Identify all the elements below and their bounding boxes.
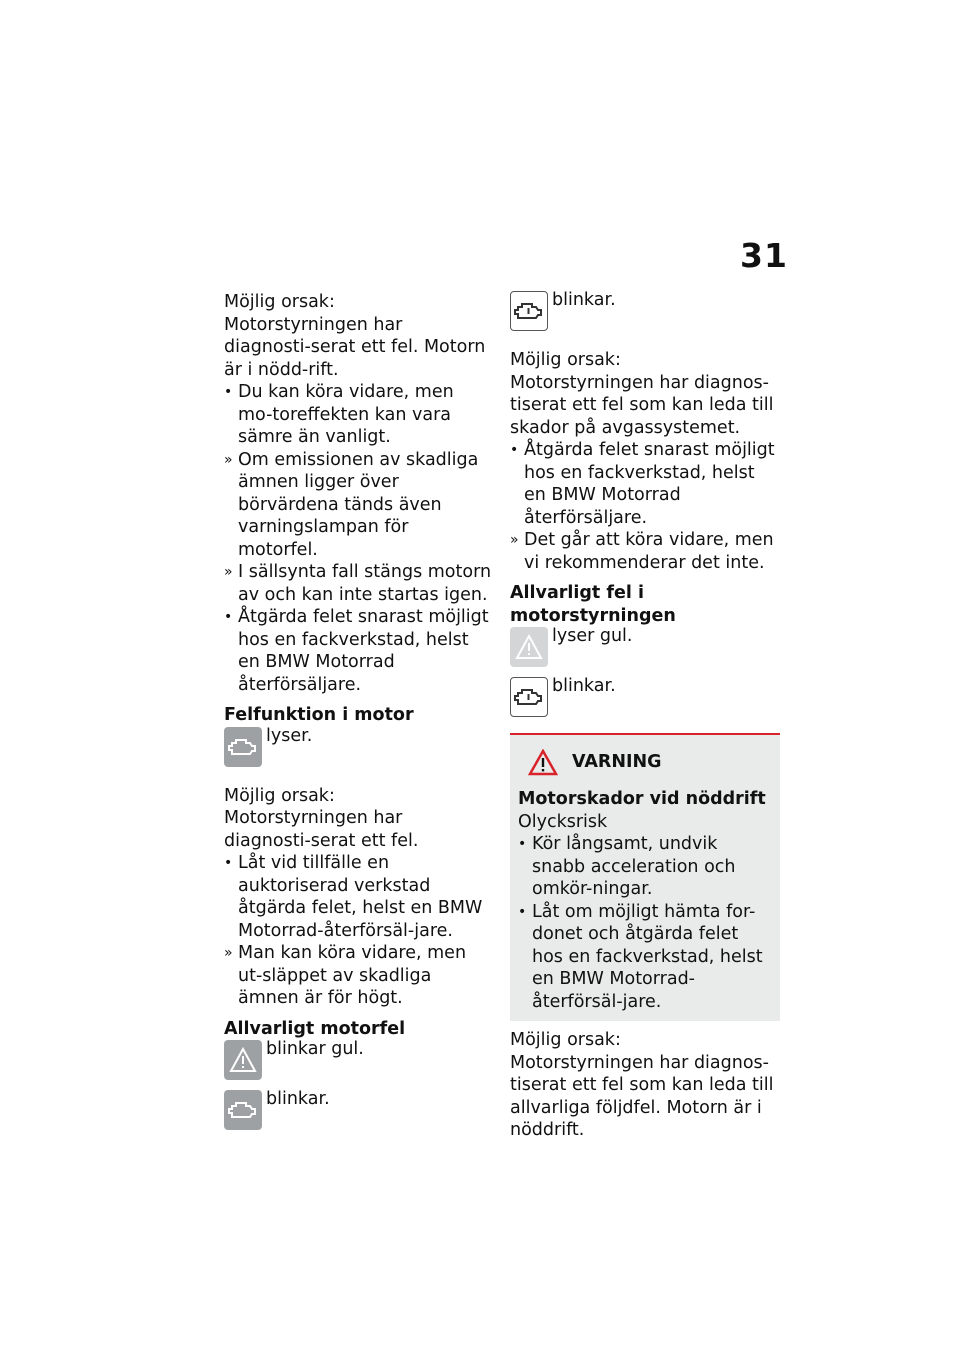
bullet-mark: •	[224, 855, 233, 871]
left-list-2	[224, 852, 492, 1010]
lamp-row	[510, 627, 780, 677]
list-item-text: Kör långsamt, undvik snabb acceleration och omkör-ningar.	[532, 834, 736, 899]
engine-lamp-icon	[224, 1090, 262, 1130]
lamp-state: lyser.	[266, 725, 313, 746]
result-mark: »	[224, 564, 233, 580]
list-item	[224, 942, 492, 1010]
list-item	[518, 833, 772, 901]
bullet-mark: •	[518, 903, 527, 920]
lamp-state: blinkar gul.	[266, 1039, 364, 1059]
lamp-row	[510, 677, 780, 727]
left-column	[224, 291, 492, 1140]
result-mark: »	[224, 451, 233, 468]
list-item	[510, 439, 780, 529]
list-item-text: Låt vid tillfälle en auktoriserad verkstad åtgärda felet, helst en BMW Motorrad-återförsäl-jare.	[238, 853, 483, 941]
list-item	[224, 852, 492, 942]
list-item	[518, 901, 772, 1014]
cause-text: Motorstyrningen har diagnosti-serat ett fel. Motorn är i nödd-rift.	[224, 314, 486, 380]
lamp-state: blinkar.	[552, 290, 616, 310]
warning-list	[518, 833, 772, 1013]
cause-text: Motorstyrningen har diagnos-tiserat ett fel som kan leda till allvarliga följdfel. Motorn är i nöddrift.	[510, 1052, 774, 1140]
lamp-row	[224, 1040, 492, 1090]
list-item	[224, 606, 492, 696]
list-item	[224, 381, 492, 449]
warning-triangle-icon	[510, 627, 548, 667]
warning-subtitle: Motorskador vid nöddrift	[518, 789, 766, 809]
engine-lamp-icon	[510, 677, 548, 717]
warning-triangle-icon	[528, 749, 558, 776]
list-item-text: I sällsynta fall stängs motorn av och kan inte startas igen.	[238, 562, 492, 605]
warning-box	[510, 733, 780, 1021]
result-mark: »	[224, 945, 233, 961]
lamp-state: blinkar.	[552, 676, 616, 696]
engine-lamp-icon	[510, 291, 548, 331]
cause-label: Möjlig orsak:	[510, 1030, 621, 1050]
bullet-mark: •	[224, 384, 233, 400]
cause-label: Möjlig orsak:	[510, 350, 621, 370]
right-column	[510, 291, 780, 1142]
list-item	[510, 529, 780, 574]
section-heading: Felfunktion i motor	[224, 705, 414, 725]
cause-text: Motorstyrningen har diagnos-tiserat ett fel som kan leda till skador på avgassystemet.	[510, 372, 774, 438]
right-list-1	[510, 439, 780, 574]
bullet-mark: •	[224, 609, 233, 625]
lamp-row	[224, 1090, 492, 1140]
cause-text: Motorstyrningen har diagnosti-serat ett fel.	[224, 808, 419, 851]
warning-risk: Olycksrisk	[518, 811, 608, 832]
warning-triangle-icon	[224, 1040, 262, 1080]
bullet-mark: •	[518, 836, 527, 852]
list-item-text: Du kan köra vidare, men mo-toreffekten kan vara sämre än vanligt.	[238, 382, 454, 447]
list-item-text: Åtgärda felet snarast möjligt hos en fackverkstad, helst en BMW Motorrad återförsäljare.	[238, 607, 489, 695]
result-mark: »	[510, 532, 519, 548]
lamp-row	[224, 727, 492, 777]
list-item-text: Låt om möjligt hämta for-donet och åtgärda felet hos en fackverkstad, helst en BMW Motorrad-återförsäl-jare.	[532, 901, 763, 1012]
page-number: 31	[740, 236, 788, 275]
lamp-state: blinkar.	[266, 1089, 330, 1109]
cause-label: Möjlig orsak:	[224, 785, 335, 806]
list-item-text: Åtgärda felet snarast möjligt hos en fackverkstad, helst en BMW Motorrad återförsäljare.	[524, 440, 775, 528]
list-item	[224, 561, 492, 606]
engine-lamp-icon	[224, 727, 262, 767]
lamp-state: lyser gul.	[552, 626, 633, 646]
cause-label: Möjlig orsak:	[224, 292, 335, 312]
warning-title: VARNING	[572, 752, 662, 773]
bullet-mark: •	[510, 442, 519, 458]
left-list-1	[224, 381, 492, 696]
list-item-text: Det går att köra vidare, men vi rekommenderar det inte.	[524, 530, 774, 573]
list-item-text: Man kan köra vidare, men ut-släppet av skadliga ämnen är för högt.	[238, 943, 467, 1008]
warning-header	[518, 749, 772, 776]
list-item-text: Om emissionen av skadliga ämnen ligger över börvärdena tänds även varningslampan för motorfel.	[238, 449, 479, 560]
list-item	[224, 449, 492, 562]
section-heading: Allvarligt fel i motorstyrningen	[510, 583, 676, 626]
lamp-row	[510, 291, 780, 341]
section-heading: Allvarligt motorfel	[224, 1018, 406, 1039]
